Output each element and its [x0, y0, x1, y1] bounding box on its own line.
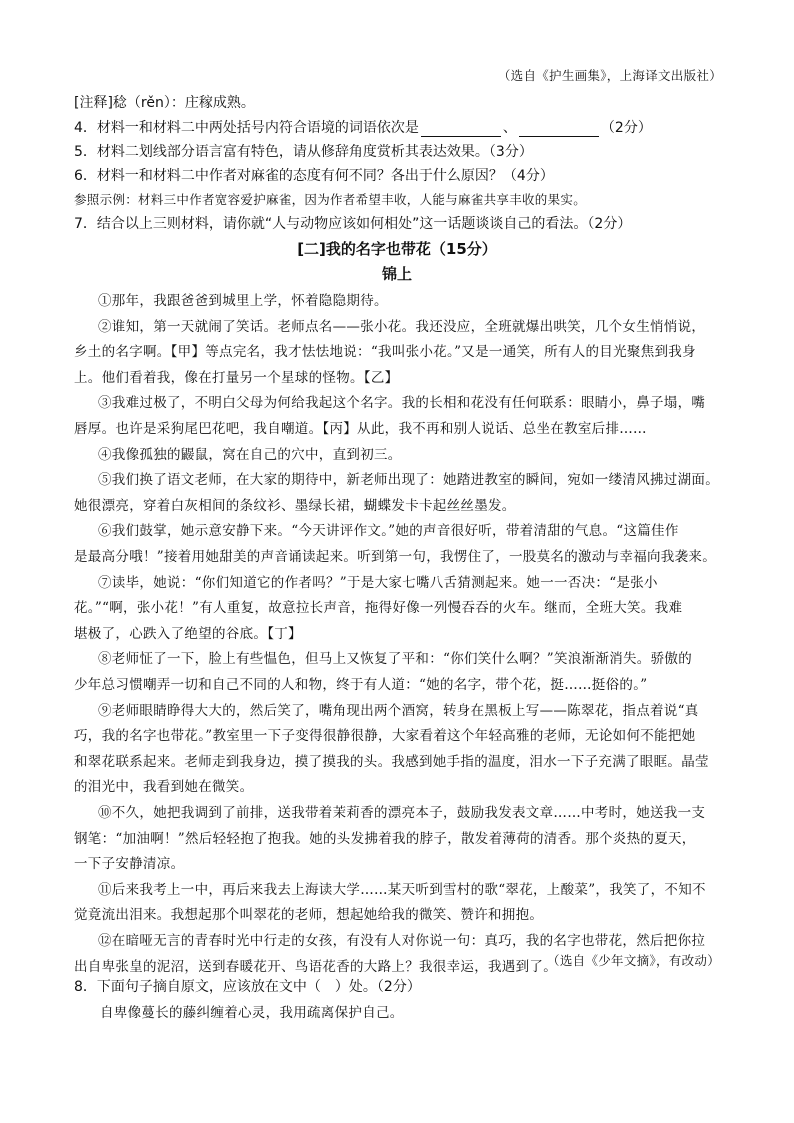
question-4-score: （2分） [600, 120, 652, 136]
paragraph-line: ⑫在暗哑无言的青春时光中行走的女孩，有没有人对你说一句：真巧，我的名字也带花，然后把你拉 [98, 933, 706, 949]
paragraph-line: 花。”“啊，张小花！”有人重复，故意拉长声音，拖得好像一列慢吞吞的火车。继而，全班大笑。我难 [74, 600, 683, 617]
question-8-sentence: 自卑像蔓长的藤纠缠着心灵，我用疏离保护自己。 [100, 1005, 404, 1021]
question-4 [74, 117, 652, 137]
paragraph-line: 她很漂亮，穿着白灰相间的条纹衫、墨绿长裙，蝴蝶发卡卡起丝丝墨发。 [74, 497, 516, 514]
paragraph-line: 和翠花联系起来。老师走到我身边，摸了摸我的头。我感到她手指的温度，泪水一下子充满了眼眶。晶莹 [74, 753, 709, 770]
source-citation-1: （选自《护生画集》，上海译文出版社） [497, 68, 722, 83]
paragraph-line: 是最高分哦！”接着用她甜美的声音诵读起来。听到第一句，我愣住了，一股莫名的激动与幸福向我袭来。 [74, 549, 716, 565]
paragraph-line: ④我像孤独的鼹鼠，窝在自己的穴中，直到初三。 [98, 446, 402, 463]
article-author: 锦上 [381, 265, 412, 283]
paragraph-line: 少年总习惯嘲弄一切和自己不同的人和物，终于有人道：“她的名字，带个花，挺……挺俗的。” [74, 677, 648, 693]
source-citation-2: （选自《少年文摘》，有改动） [547, 953, 720, 968]
question-8: 8．下面句子摘自原文，应该放在文中（ ）处。（2分） [74, 979, 421, 995]
paragraph-line: 的泪光中，我看到她在微笑。 [74, 779, 254, 796]
paragraph-line: 乡土的名字啊。【甲】等点完名，我才怯怯地说：“我叫张小花。”又是一通笑，所有人的目光聚焦到我身 [74, 344, 696, 361]
section-title: [二]我的名字也带花（15分） [297, 240, 497, 258]
paragraph-line: ①那年，我跟爸爸到城里上学，怀着隐隐期待。 [98, 293, 388, 309]
paragraph-line: ⑩不久，她把我调到了前排，送我带着茉莉香的漂亮本子，鼓励我发表文章……中考时，她送我一支 [98, 805, 706, 821]
paragraph-line: 巧，我的名字也带花。”教室里一下子变得很静很静，大家看着这个年轻高雅的老师，无论如何不能把她 [74, 728, 696, 745]
paragraph-line: ②谁知，第一天就闹了笑话。老师点名——张小花。我还没应，全班就爆出哄笑，几个女生悄悄说， [98, 318, 706, 335]
paragraph-line: 上。他们看着我，像在打量另一个星球的怪物。【乙】 [74, 369, 399, 386]
paragraph-line: ⑤我们换了语文老师，在大家的期待中，新老师出现了：她踏进教室的瞬间，宛如一缕清风拂过湖面。 [98, 472, 719, 489]
paragraph-line: ⑨老师眼睛睁得大大的，然后笑了，嘴角现出两个酒窝，转身在黑板上写——陈翠花，指点着说“真 [98, 702, 699, 719]
paragraph-line: ⑪后来我考上一中，再后来我去上海读大学……某天听到雪村的歌“翠花，上酸菜”，我笑了，不知不 [98, 881, 706, 898]
question-4-separator: 、 [502, 120, 517, 136]
answer-blank-1[interactable] [421, 122, 501, 137]
paragraph-line: 一下子安静清凉。 [74, 856, 185, 873]
paragraph-line: ⑥我们鼓掌，她示意安静下来。“今天讲评作文。”她的声音很好听，带着清甜的气息。“这篇佳作 [98, 523, 679, 540]
paragraph-line: ③我难过极了，不明白父母为何给我起这个名字。我的长相和花没有任何联系：眼睛小，鼻子塌，嘴 [98, 395, 706, 412]
paragraph-line: 出自卑张皇的泥沼，送到春暖花开、鸟语花香的大路上？我很幸运，我遇到了。 [74, 958, 557, 975]
paragraph-line: ⑧老师怔了一下，脸上有些愠色，但马上又恢复了平和：“你们笑什么啊？”笑浪渐渐消失。骄傲的 [98, 651, 693, 668]
paragraph-line: 唇厚。也许是采狗尾巴花吧，我自嘲道。【丙】从此，我不再和别人说话、总坐在教室后排…… [74, 421, 647, 437]
question-5: 5．材料二划线部分语言富有特色，请从修辞角度赏析其表达效果。（3分） [74, 144, 533, 160]
paragraph-line: 觉竟流出泪来。我想起那个叫翠花的老师，想起她给我的微笑、赞许和拥抱。 [74, 907, 544, 924]
question-6: 6．材料一和材料二中作者对麻雀的态度有何不同？各出于什么原因？（4分） [74, 168, 554, 184]
annotation-note: [注释]稔（rěn）：庄稼成熟。 [74, 95, 255, 111]
paragraph-line: 堪极了，心跌入了绝望的谷底。【丁】 [74, 625, 302, 642]
question-7: 7．结合以上三则材料，请你就“人与动物应该如何相处”这一话题谈谈自己的看法。（2分） [74, 216, 632, 232]
paragraph-line: ⑦读毕，她说：“你们知道它的作者吗？”于是大家七嘴八舌猜测起来。她一一否决：“是张小 [98, 574, 658, 591]
answer-blank-2[interactable] [519, 122, 599, 137]
paragraph-line: 钢笔：“加油啊！”然后轻轻抱了抱我。她的头发拂着我的脖子，散发着薄荷的清香。那个炎热的夏天， [74, 830, 696, 847]
question-4-text: 4．材料一和材料二中两处括号内符合语境的词语依次是 [74, 120, 419, 136]
reference-example: 参照示例：材料三中作者宽容爱护麻雀，因为作者希望丰收，人能与麻雀共享丰收的果实。 [74, 192, 587, 207]
